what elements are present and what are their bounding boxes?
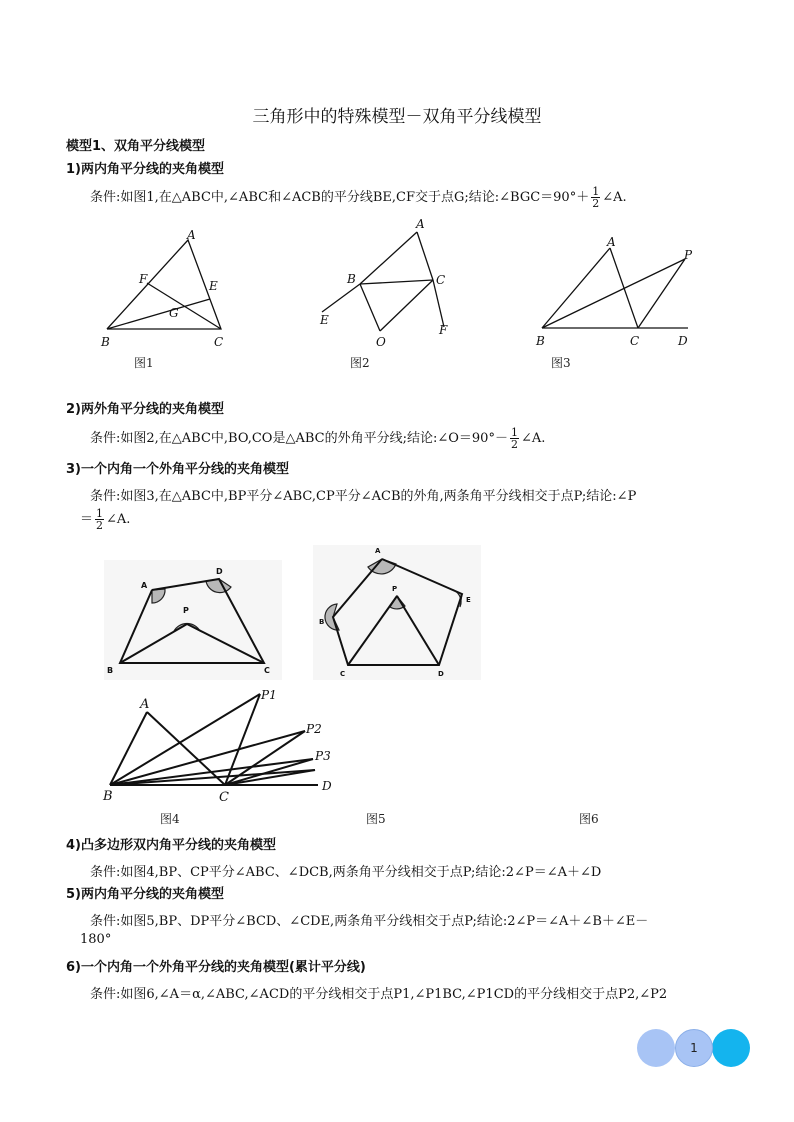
sub2-heading: 2)两外角平分线的夹角模型 <box>66 402 224 417</box>
sub4-text: 条件:如图4,BP、CP平分∠ABC、∠DCB,两条角平分线相交于点P;结论:2∠P＝∠A＋∠D <box>90 865 602 880</box>
sub2-text-b: ∠A. <box>520 431 546 446</box>
fig5-label-b: B <box>319 618 325 626</box>
sub1-heading: 1)两内角平分线的夹角模型 <box>66 162 224 177</box>
fig1-label-b: B <box>101 335 110 349</box>
frac-den: 2 <box>510 438 518 451</box>
fig2-label-a: A <box>416 217 425 231</box>
fig3-label-a: A <box>607 235 616 249</box>
fig2-label-f: F <box>439 323 448 337</box>
sub6-text: 条件:如图6,∠A＝α,∠ABC,∠ACD的平分线相交于点P1,∠P1BC,∠P1CD的平分线相交于点P2,∠P2 <box>90 987 668 1002</box>
sub1-fraction <box>591 186 600 209</box>
sub3-heading: 3)一个内角一个外角平分线的夹角模型 <box>66 462 289 477</box>
fig5-caption: 图5 <box>366 812 386 826</box>
fig5-label-c: C <box>340 670 346 678</box>
fig4-label-p: P <box>183 606 189 615</box>
fig2-label-e: E <box>320 313 329 327</box>
fig3-caption: 图3 <box>551 356 571 370</box>
fig6-label-p2: P2 <box>306 722 322 736</box>
sub2-text <box>90 427 545 450</box>
fig6-label-a: A <box>140 697 150 712</box>
page-number: 1 <box>675 1029 713 1067</box>
fig1-label-c: C <box>214 335 224 349</box>
sub2-text-a: 条件:如图2,在△ABC中,BO,CO是△ABC的外角平分线;结论:∠O＝90°－ <box>90 431 508 446</box>
sub4-heading: 4)凸多边形双内角平分线的夹角模型 <box>66 838 276 853</box>
fig2-label-b: B <box>347 272 356 286</box>
fig5-label-e: E <box>466 596 471 604</box>
fig5-label-d: D <box>438 670 444 678</box>
sub5-line1: 条件:如图5,BP、DP平分∠BCD、∠CDE,两条角平分线相交于点P;结论:2∠P＝∠A＋∠B＋∠E－ <box>90 914 649 929</box>
fig6-label-p3: P3 <box>315 749 331 763</box>
figure-3-diagram <box>530 232 700 352</box>
frac-den: 2 <box>96 519 104 532</box>
sub2-fraction <box>510 427 519 450</box>
fig4-caption: 图4 <box>160 812 180 826</box>
fig3-label-p: P <box>684 248 693 262</box>
sub3-line2-a: ＝ <box>80 512 94 527</box>
figure-1-diagram <box>95 222 240 352</box>
sub3-fraction <box>95 508 104 531</box>
fig1-caption: 图1 <box>134 356 154 370</box>
fig5-label-a: A <box>375 547 381 555</box>
page-circle-left <box>637 1029 675 1067</box>
fig4-label-b: B <box>107 666 114 675</box>
sub3-line2-b: ∠A. <box>106 512 131 527</box>
figure-2-diagram <box>312 212 457 357</box>
sub5-heading: 5)两内角平分线的夹角模型 <box>66 887 224 902</box>
sub1-text <box>90 186 627 209</box>
fig2-label-o: O <box>376 335 386 349</box>
fig3-label-b: B <box>536 334 545 348</box>
fig1-label-f: F <box>139 272 148 286</box>
frac-num: 1 <box>96 507 104 520</box>
fig2-label-c: C <box>436 273 446 287</box>
fig1-label-a: A <box>187 228 196 242</box>
figure-6-diagram <box>100 684 350 806</box>
frac-den: 2 <box>592 197 600 210</box>
fig6-label-c: C <box>219 790 229 805</box>
fig6-label-d: D <box>322 779 332 793</box>
fig6-label-b: B <box>103 789 113 804</box>
sub1-text-a: 条件:如图1,在△ABC中,∠ABC和∠ACB的平分线BE,CF交于点G;结论:∠BGC＝90°＋ <box>90 190 590 205</box>
figure-4-diagram <box>104 560 282 680</box>
fig6-label-p1: P1 <box>261 688 277 702</box>
page-circle-right <box>712 1029 750 1067</box>
sub5-line2: 180° <box>80 932 112 947</box>
frac-num: 1 <box>510 426 518 439</box>
figure-5-diagram <box>313 545 481 680</box>
page-title: 三角形中的特殊模型－双角平分线模型 <box>252 107 542 127</box>
fig4-label-c: C <box>264 666 270 675</box>
sub3-line1: 条件:如图3,在△ABC中,BP平分∠ABC,CP平分∠ACB的外角,两条角平分线相交于点P;结论:∠P <box>90 489 637 504</box>
fig2-caption: 图2 <box>350 356 370 370</box>
fig4-label-a: A <box>141 581 148 590</box>
section-heading: 模型1、双角平分线模型 <box>66 139 206 154</box>
fig1-label-g: G <box>169 306 179 320</box>
fig6-caption: 图6 <box>579 812 599 826</box>
fig3-label-d: D <box>678 334 688 348</box>
sub1-text-b: ∠A. <box>602 190 627 205</box>
sub3-line2 <box>80 508 130 531</box>
frac-num: 1 <box>592 185 600 198</box>
fig4-label-d: D <box>216 567 223 576</box>
fig5-label-p: P <box>392 585 398 593</box>
fig3-label-c: C <box>630 334 640 348</box>
sub6-heading: 6)一个内角一个外角平分线的夹角模型(累计平分线) <box>66 960 366 975</box>
fig1-label-e: E <box>209 279 218 293</box>
